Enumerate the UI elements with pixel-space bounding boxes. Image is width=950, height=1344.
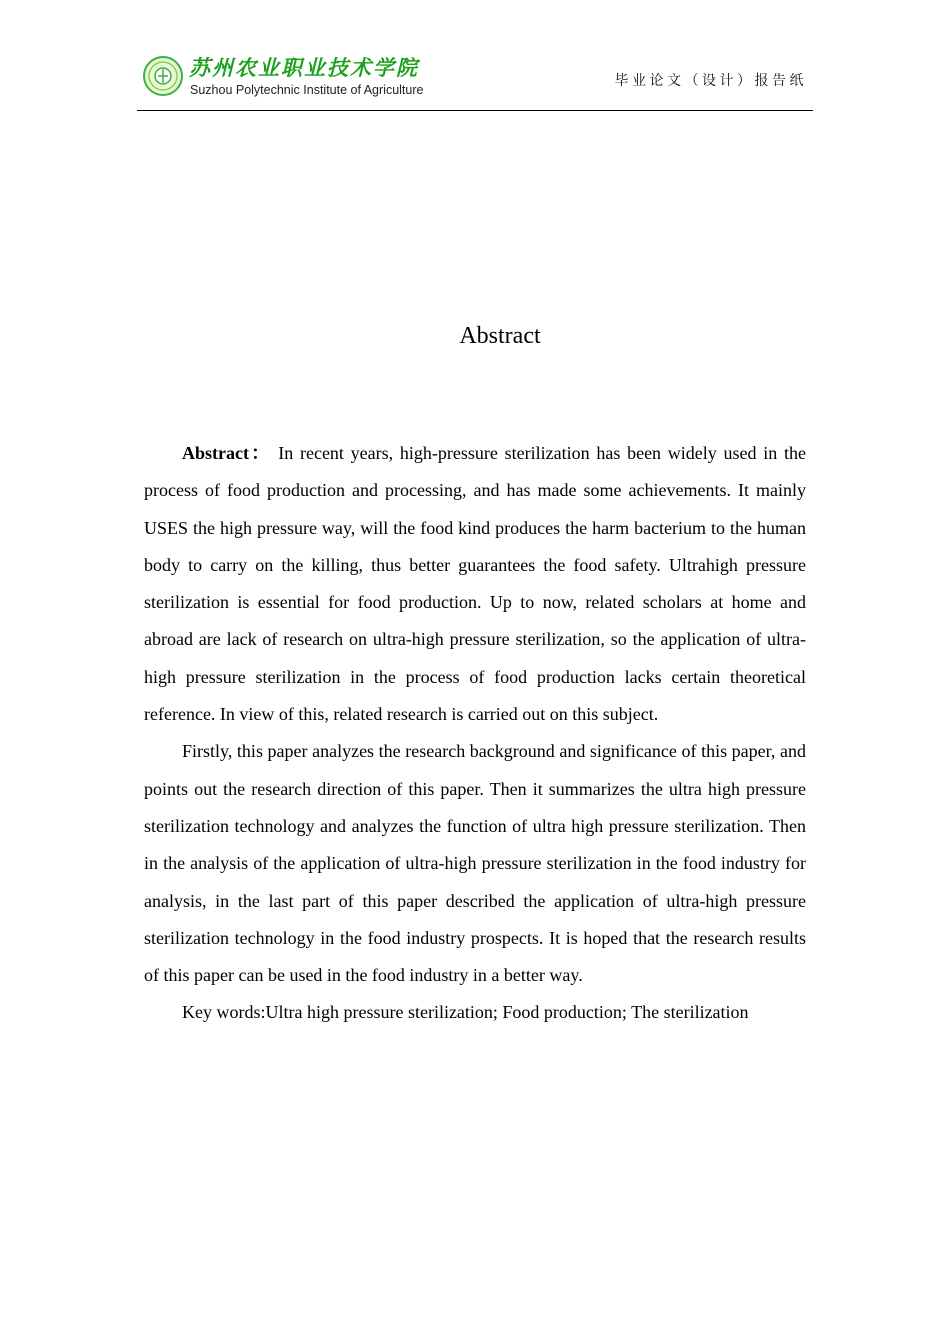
page-title: Abstract bbox=[459, 323, 541, 349]
keywords-line: Key words:Ultra high pressure sterilization; Food production; The sterilization bbox=[182, 1002, 749, 1023]
abstract-label: Abstract： bbox=[182, 443, 272, 463]
abstract-paragraph-1 bbox=[144, 435, 806, 733]
school-name-english: Suzhou Polytechnic Institute of Agriculture bbox=[190, 83, 424, 97]
report-paper-label: 毕业论文（设计）报告纸 bbox=[614, 73, 807, 89]
school-name-chinese: 苏州农业职业技术学院 bbox=[189, 56, 419, 80]
abstract-body bbox=[144, 435, 806, 1032]
school-seal-icon bbox=[143, 56, 183, 96]
page-header bbox=[137, 50, 813, 111]
abstract-paragraph-2: Firstly, this paper analyzes the research background and significance of this paper, and points out the research direction of this paper. Then it summarizes the ultra high pressure sterilization technology and analyzes the function of ultra high pressure sterilization. Then in the analysis of the application of ultra-high pressure sterilization in the food industry for analysis, in the last part of this paper described the application of ultra-high pressure sterilization technology in the food industry prospects. It is hoped that the research results of this paper can be used in the food industry in a better way. bbox=[144, 741, 806, 986]
abstract-paragraph-1-text: In recent years, high-pressure sterilization has been widely used in the process of food production and processing, and has made some achievements. It mainly USES the high pressure way, will the food kind produces the harm bacterium to the human body to carry on the killing, thus better guarantees the food safety. Ultrahigh pressure sterilization is essential for food production. Up to now, related scholars at home and abroad are lack of research on ultra-high pressure sterilization, so the application of ultra-high pressure sterilization in the process of food production lacks certain theoretical reference. In view of this, related research is carried out on this subject. bbox=[144, 443, 807, 725]
